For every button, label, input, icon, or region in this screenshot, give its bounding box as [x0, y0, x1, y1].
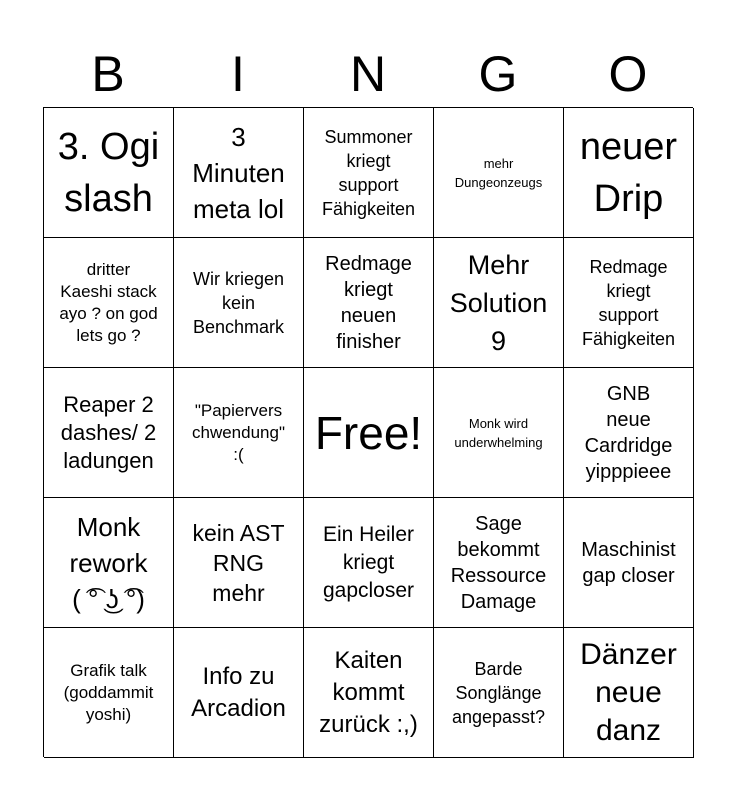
bingo-cell[interactable] — [434, 238, 564, 368]
cell-text: Reaper 2 dashes/ 2 ladungen — [60, 391, 157, 473]
cell-text: Mehr Solution 9 — [449, 249, 548, 356]
cell-text: Redmage kriegt neuen finisher — [325, 252, 412, 353]
cell-text: Dänzer neue danz — [580, 637, 677, 747]
free-space[interactable] — [304, 368, 434, 498]
cell-text: 3. Ogi slash — [57, 125, 160, 220]
bingo-cell[interactable] — [304, 108, 434, 238]
bingo-cell[interactable] — [564, 368, 694, 498]
cell-text: Maschinist gap closer — [581, 538, 676, 587]
header-letter-n: N — [349, 46, 387, 102]
bingo-cell[interactable] — [44, 628, 174, 758]
cell-text: mehr Dungeonzeugs — [454, 155, 543, 190]
cell-text: neuer Drip — [579, 125, 678, 220]
bingo-cell[interactable] — [44, 368, 174, 498]
cell-text: Sage bekommt Ressource Damage — [450, 512, 547, 613]
bingo-cell[interactable] — [174, 498, 304, 628]
bingo-cell[interactable] — [44, 238, 174, 368]
header-letter-b: B — [91, 46, 125, 102]
bingo-cell[interactable] — [564, 108, 694, 238]
bingo-cell[interactable] — [304, 238, 434, 368]
bingo-cell[interactable] — [44, 498, 174, 628]
cell-text: Monk rework ( ͡° ͜ʖ ͡°) — [69, 511, 148, 614]
cell-text: Monk wird underwhelming — [454, 415, 543, 450]
cell-text: GNB neue Cardridge yipppieee — [584, 382, 673, 483]
bingo-cell[interactable] — [564, 238, 694, 368]
cell-text: 3 Minuten meta lol — [192, 121, 285, 224]
cell-text: Kaiten kommt zurück :,) — [319, 646, 418, 738]
bingo-cell[interactable] — [564, 498, 694, 628]
bingo-cell[interactable] — [564, 628, 694, 758]
bingo-cell[interactable] — [174, 628, 304, 758]
bingo-cell[interactable] — [174, 108, 304, 238]
bingo-cell[interactable] — [434, 498, 564, 628]
cell-text: Barde Songlänge angepasst? — [451, 658, 546, 727]
header-letter-i: I — [231, 46, 245, 102]
cell-text: Info zu Arcadion — [191, 662, 286, 722]
cell-text: Grafik talk (goddammit yoshi) — [63, 660, 154, 724]
bingo-cell[interactable] — [434, 368, 564, 498]
header-letter-g: G — [478, 46, 518, 102]
bingo-grid — [43, 107, 693, 757]
cell-text: Wir kriegen kein Benchmark — [192, 268, 285, 337]
cell-text: Redmage kriegt support Fähigkeiten — [581, 256, 676, 349]
bingo-cell[interactable] — [174, 238, 304, 368]
free-text: Free! — [314, 406, 423, 459]
bingo-header — [43, 40, 693, 108]
bingo-cell[interactable] — [434, 108, 564, 238]
cell-text: kein AST RNG mehr — [192, 519, 285, 606]
cell-text: Summoner kriegt support Fähigkeiten — [321, 126, 416, 219]
bingo-cell[interactable] — [304, 498, 434, 628]
cell-text: Ein Heiler kriegt gapcloser — [322, 522, 415, 602]
cell-text: dritter Kaeshi stack ayo ? on god lets go ? — [59, 259, 158, 345]
cell-text: "Papiervers chwendung" :( — [192, 400, 285, 464]
bingo-cell[interactable] — [44, 108, 174, 238]
header-letter-o: O — [608, 46, 648, 102]
bingo-cell[interactable] — [304, 628, 434, 758]
bingo-cell[interactable] — [174, 368, 304, 498]
bingo-cell[interactable] — [434, 628, 564, 758]
